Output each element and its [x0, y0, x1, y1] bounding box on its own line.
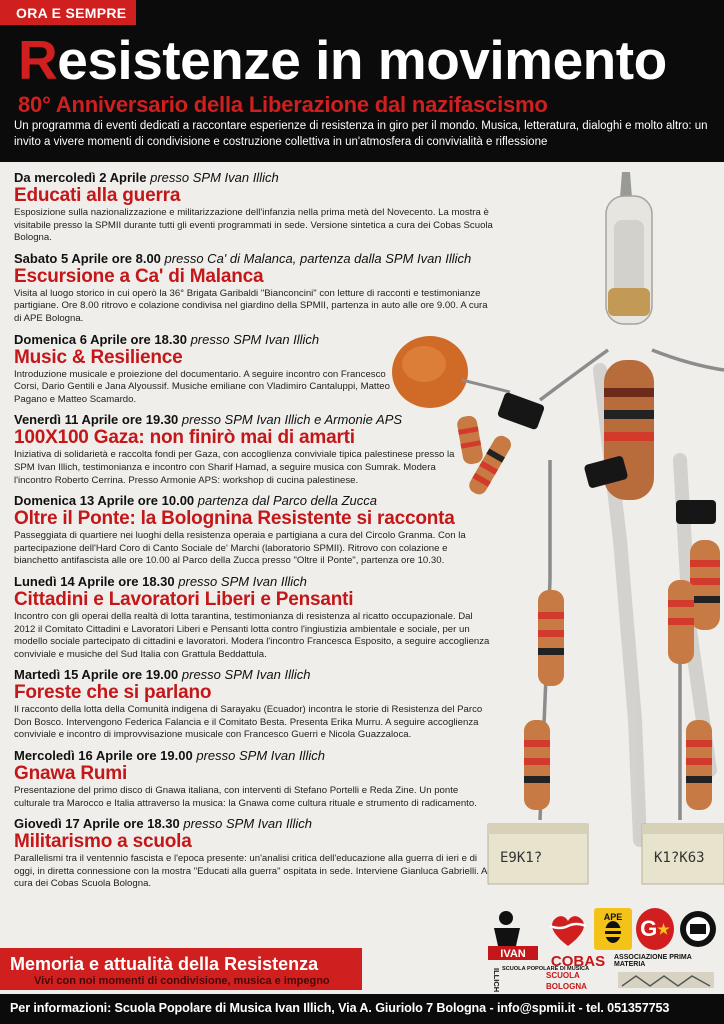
- event-date: Da mercoledì 2 Aprile: [14, 170, 147, 185]
- event-item: [14, 251, 494, 326]
- event-place: presso SPM Ivan Illich e Armonie APS: [181, 412, 403, 428]
- event-meta: [14, 170, 494, 185]
- event-title: Gnawa Rumi: [14, 763, 128, 785]
- event-meta: [14, 493, 494, 508]
- prima-materia-label: ASSOCIAZIONE PRIMA MATERIA: [614, 954, 692, 968]
- event-place: partenza dal Parco della Zucca: [197, 493, 378, 509]
- title-rest: esistenze in movimento: [57, 29, 667, 91]
- event-item: [14, 574, 494, 661]
- event-date: Giovedì 17 Aprile ore 18.30: [14, 816, 180, 832]
- hands-heart-icon: [546, 908, 590, 950]
- event-description: Passeggiata di quartiere nei luoghi della resistenza operaia e partigiana a cura del Circolo Granma. Con la partecipazione dell'Hard Coro di Canto Sociale de' Marchi (laboratorio SPMII). Ritrovo con colazione e bianchetto antifascista alle ore 10.00 al Parco della Zucca presso "Oltre il Ponte", partenza ore 10.30.: [14, 530, 466, 567]
- event-title: Oltre il Ponte: la Bolognina Resistente si racconta: [14, 508, 455, 530]
- event-title: 100X100 Gaza: non finirò mai di amarti: [14, 427, 355, 449]
- event-title: Educati alla guerra: [14, 185, 181, 206]
- circle-emblem-icon: [678, 908, 718, 950]
- event-meta: [14, 412, 494, 427]
- event-place: presso SPM Ivan Illich: [178, 573, 307, 589]
- ape-logo: [594, 908, 632, 950]
- event-item: [14, 816, 494, 891]
- event-title: Music & Resilience: [14, 346, 183, 368]
- cobas-logo: [546, 954, 610, 992]
- event-date: Mercoledì 16 Aprile ore 19.00: [14, 748, 193, 764]
- event-place: presso SPM Ivan Illich: [150, 170, 279, 185]
- event-place: presso SPM Ivan Illich: [183, 816, 312, 832]
- event-meta: [14, 748, 494, 763]
- event-item: [14, 493, 494, 568]
- g-label: G: [640, 916, 658, 941]
- event-item: [14, 748, 494, 810]
- event-place: presso Ca' di Malanca, partenza dalla SPM Ivan Illich: [164, 250, 472, 266]
- event-title: Cittadini e Lavoratori Liberi e Pensanti: [14, 588, 354, 610]
- hearts-logo: [546, 908, 590, 950]
- ape-label: APE: [603, 912, 623, 922]
- event-item: [14, 412, 494, 487]
- star-icon: ★: [657, 920, 670, 937]
- scuola-label: SCUOLA POPOLARE DI MUSICA: [502, 966, 590, 972]
- memoria-banner: [0, 948, 362, 990]
- footer: [0, 994, 724, 1024]
- event-item: [14, 332, 494, 407]
- event-meta: [14, 332, 494, 347]
- event-meta: [14, 251, 494, 266]
- event-description: Esposizione sulla nazionalizzazione e militarizzazione dell'infanzia nella prima metà del Novecento. La mostra è visitabile presso la SPMII durante tutti gli eventi programmati in sede. Versione sintetica a cura dei Cobas Scuola Bologna.: [14, 207, 493, 244]
- event-place: presso SPM Ivan Illich: [196, 748, 325, 764]
- event-meta: [14, 667, 494, 682]
- banner-subtitle: Vivi con noi momenti di condivisione, musica e impegno: [34, 975, 330, 987]
- g-star-logo: [636, 908, 674, 950]
- event-title: Militarismo a scuola: [14, 831, 192, 853]
- header: [0, 0, 724, 162]
- partner-logos: [486, 906, 720, 994]
- event-item: [14, 667, 494, 742]
- event-date: Domenica 6 Aprile ore 18.30: [14, 331, 187, 347]
- intro-text: Un programma di eventi dedicati a raccontare esperienze di resistenza in giro per il mondo. Musica, letteratura, dialoghi e molto altro: un invito a vivere momenti di condivisione e costruzione collettiva in un'atmosfera di convivialità e riflessione: [14, 120, 708, 148]
- kicker-label: ORA E SEMPRE: [0, 0, 136, 25]
- event-place: presso SPM Ivan Illich: [181, 667, 311, 683]
- left-base-text: E9K1?: [500, 850, 543, 866]
- title-first-letter: R: [18, 29, 58, 91]
- cobas-label: COBAS: [550, 953, 606, 970]
- event-meta: [14, 816, 494, 831]
- prima-materia-logo: [614, 954, 718, 992]
- banner-title: Memoria e attualità della Resistenza: [10, 954, 319, 974]
- event-description: Introduzione musicale e proiezione del documentario. A seguire incontro con Francesco Corsi, Dario Gentili e Jana Alyoussif. Musiche emiliane con Vladimiro Cantaluppi, Matteo Pagano e Matteo Scamardo.: [14, 368, 390, 405]
- event-description: Parallelismi tra il ventennio fascista e l'epoca presente: un'analisi critica dell'educazione alla guerra di ieri e di oggi, in diretta connessione con la mostra "Educati alla guerra" ospitata in sede. Interviene Gianluca Gabrielli. A cura dei Cobas Scuola Bologna.: [14, 853, 487, 890]
- event-date: Venerdì 11 Aprile ore 19.30: [14, 412, 179, 428]
- event-title: Escursione a Ca' di Malanca: [14, 265, 264, 287]
- event-item: [14, 170, 494, 245]
- cobas-sub-label: SCUOLA BOLOGNA: [546, 971, 587, 991]
- prima-materia-icon: [616, 968, 716, 992]
- bee-icon: [594, 908, 632, 950]
- event-title: Foreste che si parlano: [14, 682, 212, 704]
- ivan-label: IVAN: [500, 948, 526, 960]
- event-description: Il racconto della lotta della Comunità indigena di Sarayaku (Ecuador) incontra le storie di Resistenza del Parco Don Bosco. Intervengono Federica Falancia e il Comitato Besta. Presenta Erika Murru. A seguire accoglienza conviviale e incontro di improvvisazione musicale con Francesco Guerri e Nicola Guazzaloca.: [14, 704, 483, 741]
- events-list: [14, 170, 494, 897]
- event-date: Domenica 13 Aprile ore 10.00: [14, 493, 195, 509]
- event-description: Iniziativa di solidarietà e raccolta fondi per Gaza, con accoglienza conviviale tipica palestinese presso la SPM Ivan Illich, testimonianza e incontro con Sharif Hamad, a seguire musica con Sumrak. Modera l'incontro Roberto Cerrina. Presso Armonie APS: workshop di cucina palestinese.: [14, 449, 455, 486]
- circolo-logo: [678, 908, 718, 950]
- event-meta: [14, 574, 494, 589]
- event-description: Visita al luogo storico in cui operò la 36° Brigata Garibaldi "Bianconcini" con letture di racconti e testimonianze partigiane. Ore 8.00 ritrovo e colazione condivisa nel giardino della SPMII, partenza in auto alle ore 9.00. A cura di APE Bologna.: [14, 287, 488, 324]
- illich-label: ILLICH: [492, 968, 501, 993]
- event-date: Martedì 15 Aprile ore 19.00: [14, 667, 179, 683]
- contact-info: Per informazioni: Scuola Popolare di Musica Ivan Illich, Via A. Giuriolo 7 Bologna - info@spmii.it - tel. 051357753: [10, 1001, 670, 1015]
- event-date: Sabato 5 Aprile ore 8.00: [14, 250, 161, 266]
- page-title: [18, 28, 667, 92]
- event-description: Presentazione del primo disco di Gnawa italiana, con interventi di Stefano Portelli e Reda Zine. Un ponte culturale tra Marocco e Italia attraverso la musica: la Gnawa come cultura rituale e strumento di radicamento.: [14, 785, 477, 809]
- page-subtitle: 80° Anniversario della Liberazione dal nazifascismo: [18, 92, 548, 117]
- event-place: presso SPM Ivan Illich: [190, 331, 320, 347]
- right-base-text: K1?K63: [654, 850, 705, 866]
- event-date: Lunedì 14 Aprile ore 18.30: [14, 573, 175, 589]
- event-description: Incontro con gli operai della realtà di lotta tarantina, testimonianza di resistenza al ricatto occupazionale. Dal 2012 il Comitato Cittadini e Lavoratori Liberi e Pensanti lotta contro l'ingiustizia ambientale e sociale, per un modello sociale partecipato di cittadini e lavoratori. Modera l'incontro Francesca Esposito, a seguire accoglienza conviviale e musiche del Sud Italia con Grattula Beddattula.: [14, 610, 490, 660]
